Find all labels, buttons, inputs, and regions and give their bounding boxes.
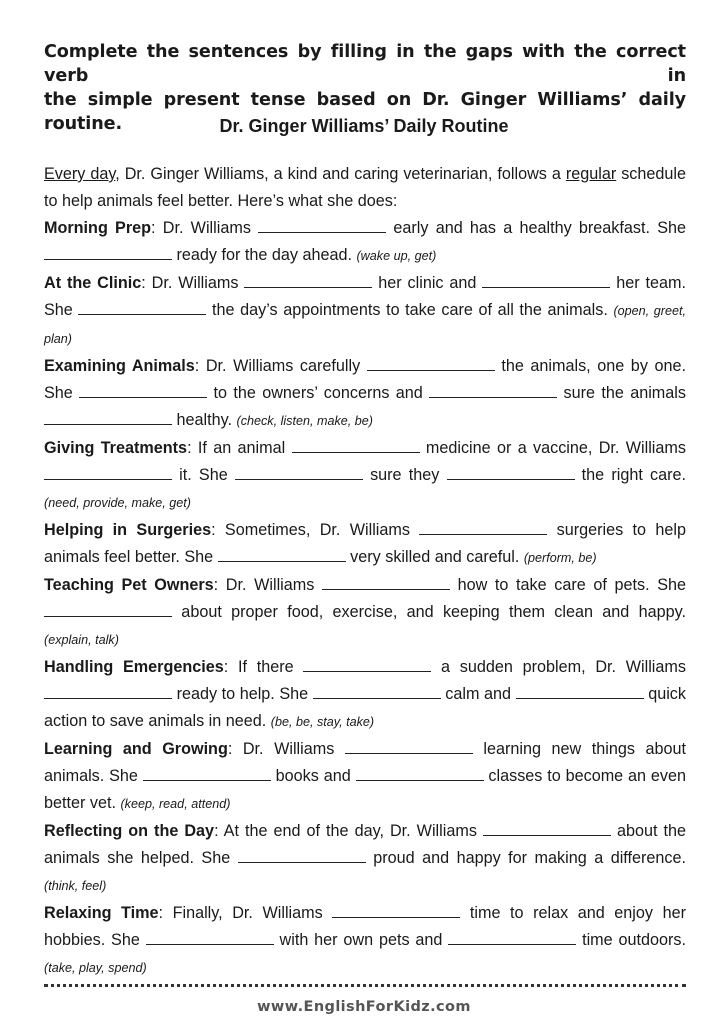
section-paragraph (44, 353, 686, 435)
answer-blank[interactable] (79, 384, 207, 398)
section-text: ready to help. She (172, 685, 313, 703)
answer-blank[interactable] (238, 849, 366, 863)
answer-blank[interactable] (429, 384, 557, 398)
section-text: about proper food, exercise, and keeping them clean and happy. (172, 603, 686, 621)
worksheet-body (44, 161, 686, 982)
answer-blank[interactable] (419, 521, 547, 535)
instructions-line-2: the simple present tense based on Dr. Ginger Williams’ daily routine. (44, 90, 686, 134)
footer-url: www.EnglishForKidz.com (257, 999, 471, 1015)
answer-blank[interactable] (516, 685, 644, 699)
answer-blank[interactable] (482, 274, 610, 288)
answer-blank[interactable] (44, 411, 172, 425)
section-text: early and has a healthy breakfast. She (386, 219, 686, 237)
answer-blank[interactable] (303, 658, 431, 672)
section-text: the right care. (574, 466, 686, 484)
verb-hint: (explain, talk) (44, 633, 119, 647)
section-heading: Relaxing Time (44, 904, 159, 922)
section-text: : Dr. Williams (141, 274, 245, 292)
verb-hint: (keep, read, attend) (120, 797, 231, 811)
section-text: : If an animal (187, 439, 292, 457)
section-text: proud and happy for making a difference. (365, 849, 687, 867)
verb-hint: (need, provide, make, get) (44, 496, 192, 510)
section-text: : Sometimes, Dr. Williams (211, 521, 420, 539)
answer-blank[interactable] (313, 685, 441, 699)
section-text: learning new things about animals. She (44, 740, 686, 785)
section-text: how to take care of pets. She (449, 576, 686, 594)
section-text: it. She (172, 466, 235, 484)
section-heading: Giving Treatments (44, 439, 188, 457)
section-heading: Learning and Growing (44, 740, 228, 758)
regular-text: regular (565, 165, 617, 183)
section-text: the day’s appointments to take care of all the animals. (206, 301, 614, 319)
section-heading: Helping in Surgeries (44, 521, 212, 539)
section-text: to the owners’ concerns and (207, 384, 430, 402)
section-text: : Dr. Williams (151, 219, 259, 237)
footer-divider (44, 984, 686, 987)
answer-blank[interactable] (292, 439, 420, 453)
section-text: classes to become an even better vet. (44, 767, 686, 812)
section-heading: Reflecting on the Day (44, 822, 215, 840)
section-paragraph (44, 654, 686, 736)
section-heading: Handling Emergencies (44, 658, 224, 676)
section-text: : Dr. Williams (213, 576, 322, 594)
answer-blank[interactable] (218, 548, 346, 562)
page-title: Dr. Ginger Williams’ Daily Routine (219, 116, 509, 136)
section-text: : Dr. Williams carefully (194, 357, 367, 375)
section-text: time outdoors. (576, 931, 687, 949)
section-text: books and (270, 767, 356, 785)
answer-blank[interactable] (44, 603, 172, 617)
section-paragraph (44, 818, 686, 900)
section-heading: Examining Animals (44, 357, 195, 375)
every-day-text: Every day (44, 165, 116, 183)
intro-text-1: , Dr. Ginger Williams, a kind and caring veterinarian, follows a (115, 165, 566, 183)
answer-blank[interactable] (44, 685, 172, 699)
answer-blank[interactable] (322, 576, 450, 590)
verb-hint: (wake up, get) (356, 249, 437, 263)
verb-hint: (open, greet, plan) (44, 304, 686, 346)
section-heading: Teaching Pet Owners (44, 576, 214, 594)
answer-blank[interactable] (483, 822, 611, 836)
answer-blank[interactable] (367, 357, 495, 371)
answer-blank[interactable] (345, 740, 473, 754)
answer-blank[interactable] (78, 301, 206, 315)
section-text: healthy. (172, 411, 237, 429)
section-paragraph (44, 736, 686, 818)
verb-hint: (perform, be) (523, 551, 597, 565)
verb-hint: (take, play, spend) (44, 961, 147, 975)
answer-blank[interactable] (235, 466, 363, 480)
answer-blank[interactable] (447, 466, 575, 480)
section-text: : If there (223, 658, 304, 676)
answer-blank[interactable] (143, 767, 271, 781)
intro-paragraph (44, 161, 686, 215)
section-text: calm and (440, 685, 516, 703)
section-paragraph (44, 435, 686, 517)
section-text: : At the end of the day, Dr. Williams (214, 822, 483, 840)
section-text: medicine or a vaccine, Dr. Williams (419, 439, 686, 457)
section-text: : Finally, Dr. Williams (158, 904, 333, 922)
section-text: ready for the day ahead. (172, 246, 357, 264)
section-text: the animals, one by one. She (44, 357, 686, 402)
intro-text-2: schedule to help animals feel better. Here’s what she does: (44, 165, 686, 210)
answer-blank[interactable] (146, 931, 274, 945)
section-text: sure the animals (557, 384, 686, 402)
answer-blank[interactable] (332, 904, 460, 918)
answer-blank[interactable] (258, 219, 386, 233)
section-heading: Morning Prep (44, 219, 152, 237)
section-paragraph (44, 517, 686, 572)
section-text: surgeries to help animals feel better. She (44, 521, 686, 566)
answer-blank[interactable] (44, 246, 172, 260)
answer-blank[interactable] (244, 274, 372, 288)
verb-hint: (think, feel) (44, 879, 107, 893)
answer-blank[interactable] (44, 466, 172, 480)
section-paragraph (44, 900, 686, 982)
section-text: quick action to save animals in need. (44, 685, 686, 730)
section-text: time to relax and enjoy her hobbies. She (44, 904, 686, 949)
section-text: her clinic and (372, 274, 483, 292)
section-text: very skilled and careful. (345, 548, 524, 566)
section-text: : Dr. Williams (227, 740, 345, 758)
answer-blank[interactable] (356, 767, 484, 781)
section-text: a sudden problem, Dr. Williams (431, 658, 686, 676)
instructions-line-1: Complete the sentences by filling in the gaps with the correct verb in (44, 42, 686, 86)
section-paragraph (44, 215, 686, 270)
section-text: about the animals she helped. She (44, 822, 686, 867)
answer-blank[interactable] (448, 931, 576, 945)
section-paragraph (44, 572, 686, 654)
section-text: her team. She (44, 274, 686, 319)
section-text: with her own pets and (273, 931, 449, 949)
verb-hint: (check, listen, make, be) (236, 414, 373, 428)
section-paragraph (44, 270, 686, 353)
section-heading: At the Clinic (44, 274, 142, 292)
section-text: sure they (362, 466, 447, 484)
verb-hint: (be, be, stay, take) (270, 715, 375, 729)
